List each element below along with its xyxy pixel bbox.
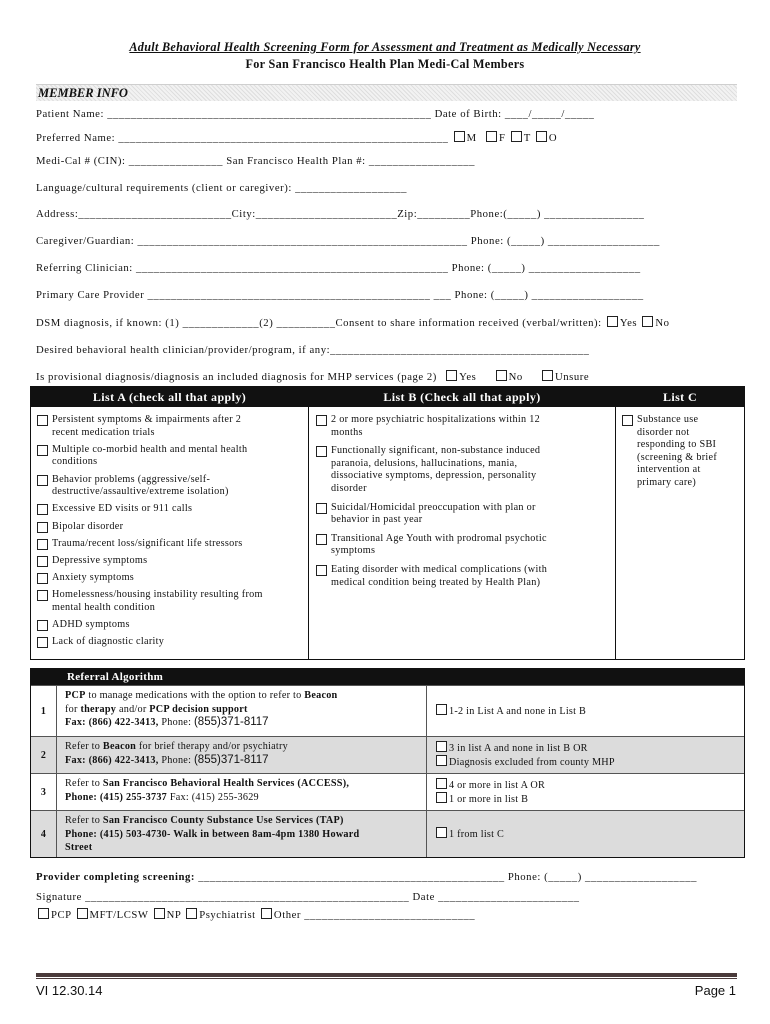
referral-number: 3	[31, 774, 57, 810]
patient-name-field[interactable]: Patient Name: _______________________________________________________ Date of Birth: ____/_____/_____	[36, 108, 595, 120]
list-a-checkbox[interactable]	[37, 637, 48, 648]
referral-fax: Fax: (866) 422-3413,	[65, 754, 159, 766]
referral-text: to manage medications with the option to refer to	[85, 690, 305, 701]
list-a-item	[37, 521, 305, 534]
referral-text: Phone:	[158, 717, 194, 728]
list-a-header: List A (check all that apply)	[31, 387, 308, 407]
list-divider-ab	[308, 387, 309, 659]
form-title: Adult Behavioral Health Screening Form for Assessment and Treatment as Medically Necessary	[129, 40, 641, 54]
referral-number: 4	[31, 811, 57, 857]
list-a-item	[37, 414, 305, 439]
criteria-checkbox[interactable]	[436, 741, 447, 752]
criteria-label: 4 or more in list A OR	[449, 779, 546, 791]
list-a-item-text: Anxiety symptoms	[52, 572, 135, 584]
referral-text: Phone:	[158, 754, 194, 766]
referral-text: for brief therapy and/or psychiatry	[136, 741, 288, 752]
referral-criteria	[428, 774, 744, 810]
list-a-item	[37, 474, 305, 499]
role-np-label: NP	[166, 909, 181, 921]
referral-text: for	[65, 703, 81, 715]
referring-clinician-field[interactable]: Referring Clinician: _____________________________________________________ Phone: (_____) ___________________	[36, 262, 641, 274]
referral-address: Street	[65, 842, 93, 853]
gender-o-label: O	[548, 132, 558, 144]
referral-instructions	[57, 774, 427, 810]
list-a-checkbox[interactable]	[37, 590, 48, 601]
list-b-item-text: Eating disorder with medical complications (with	[331, 564, 548, 575]
referral-criteria	[428, 811, 744, 857]
list-b-item	[316, 564, 612, 589]
list-b-item-text: disorder	[331, 482, 367, 494]
gender-o-checkbox[interactable]	[536, 131, 547, 142]
referral-number: 1	[31, 686, 57, 736]
list-c-header: List C	[616, 387, 744, 407]
list-b-checkbox[interactable]	[316, 534, 327, 545]
criteria-checkbox[interactable]	[436, 792, 447, 803]
list-b-item	[316, 533, 612, 558]
consent-no-checkbox[interactable]	[642, 316, 653, 327]
provisional-yes-checkbox[interactable]	[446, 370, 457, 381]
address-field[interactable]: Address:__________________________City:________________________Zip:_________Phone:(_____) _________________	[36, 208, 645, 220]
role-mft-checkbox[interactable]	[77, 908, 88, 919]
page-number: Page 1	[694, 983, 736, 998]
list-b-item-text: Functionally significant, non-substance induced	[331, 445, 541, 457]
referral-text: San Francisco County Substance Use Services (TAP)	[102, 815, 344, 826]
list-b-item-text: 2 or more psychiatric hospitalizations within 12	[331, 414, 541, 425]
referral-text: Beacon	[304, 690, 338, 701]
preferred-name-row	[36, 131, 557, 144]
list-a-checkbox[interactable]	[37, 539, 48, 550]
list-c-item-text: intervention at	[637, 464, 701, 476]
referral-criteria	[428, 737, 744, 773]
list-b-item-text: dissociative symptoms, depression, personality	[331, 470, 537, 482]
referral-algorithm-table	[30, 668, 745, 858]
dsm-diagnosis-field[interactable]: DSM diagnosis, if known: (1) _____________(2) __________Consent to share information received (verbal/written):	[36, 317, 602, 329]
role-mft-label: MFT/LCSW	[89, 909, 149, 921]
consent-no-label: No	[655, 317, 670, 329]
list-a-item-text: Bipolar disorder	[52, 520, 124, 532]
list-a-checkbox[interactable]	[37, 556, 48, 567]
list-a-item-text: destructive/assaultive/extreme isolation)	[52, 486, 229, 498]
list-a-item-text: ADHD symptoms	[52, 619, 130, 631]
referral-phone: Phone: (415) 503-4730- Walk in between 8am-4pm 1380 Howard	[65, 828, 360, 840]
referral-row-4	[31, 810, 744, 857]
gender-f-label: F	[498, 132, 506, 144]
list-a-checkbox[interactable]	[37, 573, 48, 584]
referral-text: San Francisco Behavioral Health Services (ACCESS),	[102, 778, 350, 789]
referral-text: PCP decision support	[149, 703, 248, 715]
provider-row	[36, 871, 697, 883]
list-c-item	[622, 414, 742, 490]
list-divider-bc	[615, 387, 616, 659]
referral-instructions	[57, 811, 427, 857]
role-psychiatrist-checkbox[interactable]	[186, 908, 197, 919]
provider-label: Provider completing screening:	[36, 871, 195, 883]
referral-phone: (855)371-8117	[193, 753, 269, 766]
form-subtitle: For San Francisco Health Plan Medi-Cal Members	[245, 57, 525, 71]
provisional-yes-label: Yes	[459, 371, 477, 383]
criteria-checkbox[interactable]	[436, 778, 447, 789]
role-np-checkbox[interactable]	[154, 908, 165, 919]
version-label: VI 12.30.14	[36, 983, 103, 998]
list-a-item	[37, 444, 305, 469]
referral-instructions	[57, 686, 427, 736]
list-a-item	[37, 619, 305, 632]
list-b-item-text: Suicidal/Homicidal preoccupation with plan or	[331, 501, 536, 513]
referral-text: and/or	[116, 703, 150, 715]
dsm-consent-row	[36, 316, 670, 329]
list-a-checkbox[interactable]	[37, 415, 48, 426]
list-a-item-text: Depressive symptoms	[52, 555, 148, 566]
criteria-label: 1-2 in List A and none in List B	[449, 705, 587, 717]
medical-id-field[interactable]: Medi-Cal # (CIN): ________________ San Francisco Health Plan #: __________________	[36, 155, 476, 167]
signature-field[interactable]: Signature _______________________________________________________ Date ________________________	[36, 891, 580, 903]
referral-row-2	[31, 736, 744, 773]
gender-t-checkbox[interactable]	[511, 131, 522, 142]
referral-header: Referral Algorithm	[31, 669, 744, 685]
list-a-item-text: mental health condition	[52, 601, 156, 613]
list-a-checkbox[interactable]	[37, 445, 48, 456]
gender-m-checkbox[interactable]	[454, 131, 465, 142]
list-b-checkbox[interactable]	[316, 415, 327, 426]
referral-phone: (855)371-8117	[193, 716, 269, 728]
gender-t-label: T	[523, 132, 531, 144]
list-a-item-text: recent medication trials	[52, 426, 155, 438]
referral-row-1	[31, 685, 744, 736]
criteria-checkbox[interactable]	[436, 704, 447, 715]
referral-text: Refer to	[65, 778, 103, 789]
list-a-item-text: Persistent symptoms & impairments after 2	[52, 414, 242, 425]
provisional-unsure-label: Unsure	[554, 371, 590, 383]
referral-row-3	[31, 773, 744, 810]
criteria-checkbox[interactable]	[436, 827, 447, 838]
footer-rule	[36, 973, 737, 977]
provider-field[interactable]: ____________________________________________________ Phone: (_____) ___________________	[194, 871, 698, 883]
role-other-field[interactable]: Other _____________________________	[273, 909, 476, 921]
list-b-item	[316, 414, 612, 439]
list-b-item	[316, 445, 612, 495]
list-c-item-text: disorder not	[637, 426, 690, 438]
list-a-item	[37, 538, 305, 551]
list-b-checkbox[interactable]	[316, 565, 327, 576]
footer-rule-thin	[36, 978, 737, 979]
list-b-item-text: months	[331, 426, 363, 438]
list-b-header: List B (Check all that apply)	[309, 387, 615, 407]
list-a-checkbox[interactable]	[37, 504, 48, 515]
list-b-item-text: paranoia, delusions, hallucinations, mania,	[331, 457, 518, 469]
list-a-item-text: Excessive ED visits or 911 calls	[52, 503, 193, 515]
criteria-lists-table	[30, 386, 745, 660]
referral-phone: Phone: (415) 255-3737	[65, 791, 168, 803]
list-c-item-text: Substance use	[637, 414, 699, 425]
criteria-label: 1 or more in list B	[449, 794, 529, 805]
referral-text: PCP	[65, 690, 86, 701]
list-c-item-text: primary care)	[637, 476, 697, 488]
referral-text: therapy	[80, 703, 117, 715]
referral-text: Beacon	[102, 741, 137, 752]
list-a-item-text: conditions	[52, 456, 98, 468]
list-b-item-text: behavior in past year	[331, 514, 423, 526]
list-b-checkbox[interactable]	[316, 446, 327, 457]
provisional-dx-row	[36, 370, 589, 383]
referral-number: 2	[31, 737, 57, 773]
role-pcp-label: PCP	[51, 909, 72, 921]
provisional-no-label: No	[508, 371, 523, 383]
list-b-item-text: symptoms	[331, 545, 376, 557]
criteria-label: 3 in list A and none in list B OR	[449, 742, 588, 754]
list-c-checkbox[interactable]	[622, 415, 633, 426]
referral-fax: Fax: (415) 255-3629	[167, 791, 259, 803]
language-field[interactable]: Language/cultural requirements (client or caregiver): ___________________	[36, 182, 408, 194]
list-a-item-text: Homelessness/housing instability resulting from	[52, 589, 263, 601]
consent-yes-label: Yes	[619, 317, 638, 329]
role-psychiatrist-label: Psychiatrist	[199, 909, 256, 921]
list-a-checkbox[interactable]	[37, 475, 48, 486]
consent-yes-checkbox[interactable]	[607, 316, 618, 327]
list-b-item	[316, 502, 612, 527]
role-pcp-checkbox[interactable]	[38, 908, 49, 919]
provider-role-row	[36, 908, 475, 921]
list-a-item-text: Lack of diagnostic clarity	[52, 636, 165, 648]
desired-clinician-field[interactable]: Desired behavioral health clinician/provider/program, if any:____________________________________________	[36, 344, 590, 356]
referral-text: Refer to	[65, 741, 103, 752]
referral-instructions	[57, 737, 427, 773]
criteria-checkbox[interactable]	[436, 755, 447, 766]
list-b-checkbox[interactable]	[316, 503, 327, 514]
list-b-item-text: medical condition being treated by Health Plan)	[331, 576, 541, 588]
referral-criteria	[428, 686, 744, 736]
primary-care-field[interactable]: Primary Care Provider ________________________________________________ ___ Phone: (_____) ___________________	[36, 289, 644, 301]
list-a-checkbox[interactable]	[37, 522, 48, 533]
list-a-item-text: Behavior problems (aggressive/self-	[52, 473, 211, 485]
list-a-item-text: Multiple co-morbid health and mental health	[52, 443, 248, 455]
provisional-dx-question: Is provisional diagnosis/diagnosis an included diagnosis for MHP services (page 2)	[36, 371, 437, 383]
provisional-unsure-checkbox[interactable]	[542, 370, 553, 381]
list-a-item	[37, 589, 305, 614]
referral-fax: Fax: (866) 422-3413,	[65, 717, 159, 728]
referral-text: Refer to	[65, 815, 103, 826]
list-a-item	[37, 555, 305, 568]
criteria-label: Diagnosis excluded from county MHP	[449, 757, 615, 768]
list-a-item	[37, 572, 305, 585]
list-c-item-text: responding to SBI	[637, 439, 717, 451]
list-c-item-text: (screening & brief	[637, 451, 718, 463]
gender-m-label: M	[466, 132, 477, 144]
list-a-item	[37, 636, 305, 649]
gender-f-checkbox[interactable]	[486, 131, 497, 142]
member-info-section-header: MEMBER INFO	[36, 84, 737, 101]
preferred-name-field[interactable]: Preferred Name: ________________________________________________________	[36, 132, 449, 144]
criteria-label: 1 from list C	[449, 828, 505, 840]
caregiver-field[interactable]: Caregiver/Guardian: ________________________________________________________ Phone: (_____) ___________________	[36, 235, 660, 247]
list-a-item-text: Trauma/recent loss/significant life stressors	[52, 537, 243, 549]
provisional-no-checkbox[interactable]	[496, 370, 507, 381]
list-a-item	[37, 503, 305, 516]
list-a-checkbox[interactable]	[37, 620, 48, 631]
list-b-item-text: Transitional Age Youth with prodromal psychotic	[331, 532, 547, 544]
role-other-checkbox[interactable]	[261, 908, 272, 919]
